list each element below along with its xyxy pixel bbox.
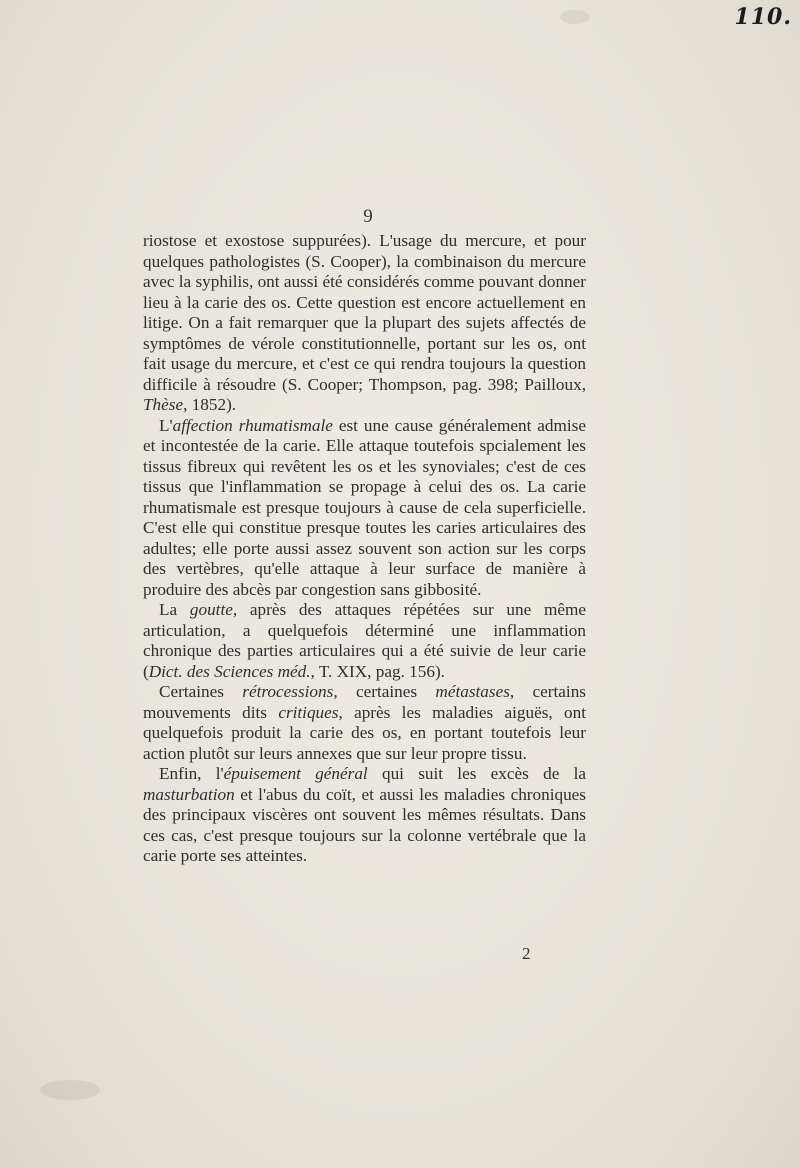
body-text (143, 231, 586, 867)
text-run: Enfin, l' (159, 764, 224, 783)
text-run: , certaines (333, 682, 436, 701)
italic-text: Dict. des Sciences méd. (148, 661, 311, 681)
paragraph-gout (143, 600, 586, 682)
paragraph-rheumatism (143, 416, 586, 601)
paragraph-exhaustion (143, 764, 586, 867)
paragraph-metastases (143, 682, 586, 764)
italic-text: critiques (278, 702, 339, 722)
handwritten-folio-number: 110. (734, 4, 792, 30)
text-run: et l'abus du coït, et aussi les maladies chroniques des principaux viscères ont souvent les mêmes résultats. Dans ces cas, c'est presque toujours sur la colonne vertébrale que la carie porte ses atteintes. (143, 784, 586, 865)
text-run: qui suit les excès de la (367, 764, 586, 783)
paper-stain (560, 10, 590, 24)
text-run: La (159, 600, 190, 619)
text-run: , T. XIX, pag. 156). (310, 661, 445, 681)
signature-mark: 2 (522, 944, 531, 963)
text-run: , après les maladies aiguës, ont quelquefois produit la carie des os, en portant toutefois leur action plutôt sur leurs annexes que sur leur propre tissu. (143, 702, 586, 763)
italic-text: goutte (189, 600, 233, 619)
paper-stain (40, 1080, 100, 1100)
italic-text: affection rhumatismale (172, 415, 333, 435)
italic-text: masturbation (143, 784, 235, 804)
text-run: est une cause généralement admise et incontestée de la carie. Elle attaque toutefois spcialement les tissus fibreux qui revêtent les os et les synoviales; c'est de ces tissus que l'inflammation se propage à celui des os. La carie rhumatismale est presque toujours à cause de cela superficielle. C'est elle qui constitue presque toutes les caries articulaires des adultes; elle porte aussi assez souvent son action sur les corps des vertèbres, qu'elle attaque à leur surface de manière à produire des abcès par congestion sans gibbosité. (143, 415, 586, 599)
italic-text: épuisement général (223, 764, 368, 783)
italic-text: Thèse (143, 395, 184, 414)
text-run: , après des attaques répétées sur une même articulation, a quelquefois déterminé une inflammation chronique des parties articulaires qui a été suivie de leur carie ( (143, 600, 586, 681)
text-run: , certains mouvements dits (143, 682, 586, 722)
text-run: riostose et exostose suppurées). L'usage du mercure, et pour quelques pathologistes (S. Cooper), la combinaison du mercure avec la syphilis, ont aussi été considérés comme pouvant donner lieu à la carie des os. Cette question est encore actuellement en litige. On a fait remarquer que la plupart des sujets affectés de symptômes de vérole constitutionnelle, portant sur les os, ont fait usage du mercure, et c'est ce qui rendra toujours la question difficile à résoudre (S. Cooper; Thompson, pag. 398; Pailloux, (143, 231, 586, 394)
paragraph-continuation (143, 231, 586, 416)
page-number: 9 (363, 206, 373, 227)
text-run: , 1852). (183, 395, 237, 414)
italic-text: métastases (435, 682, 510, 701)
text-run: Certaines (159, 682, 243, 701)
text-run: L' (159, 415, 173, 435)
italic-text: rétrocessions (242, 682, 334, 701)
